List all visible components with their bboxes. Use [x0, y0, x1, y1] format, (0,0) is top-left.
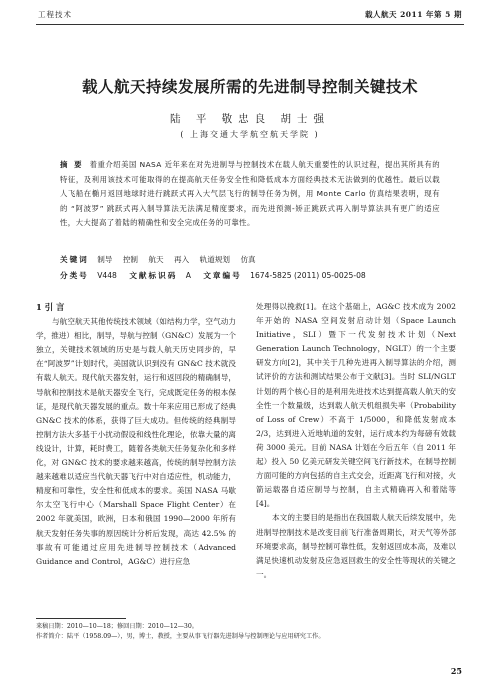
article-no-label: 文章编号 [203, 271, 242, 280]
received-date: 来稿日期：2010—10—18；修回日期：2010—12—30。 [36, 623, 198, 630]
keyword: 控制 [122, 255, 138, 264]
classification [60, 270, 376, 281]
keyword: 再入 [174, 255, 190, 264]
doc-code-label: 文献标识码 [129, 271, 178, 280]
journal-issue: 载人航天 2011 年第 5 期 [364, 10, 462, 19]
affiliation: ( 上海交通大学航空航天学院 ) [180, 130, 320, 139]
class-value: V448 [97, 271, 117, 280]
keyword: 轨道规划 [199, 255, 231, 264]
keywords [60, 254, 264, 265]
abstract [60, 158, 440, 231]
journal-section: 工程技术 [38, 10, 72, 19]
footnote-rule [36, 618, 126, 619]
author-bio: 作者简介：陆平（1958.09—），男，博士，教授，主要从事飞行器先进制导与控制理论与应用研究工作。 [36, 633, 325, 640]
intro-paragraph-3: 本文的主要目的是指出在我国载人航天后续发展中，先进制导控制技术是改变目前飞行准备周期长，对天气等外部环境要求高，制导控制可靠性低，发射返回成本高，及难以满足快速机动发射及应急返回救生的安全性等现状的关键之一。 [256, 513, 456, 579]
intro-paragraph-2: 处理得以挽救[1]。在这个基础上，AG&C 技术成为 2002 年开始的 NASA 空间发射启动计划（Space Launch Initiative，SLI）暨下一代发射技术计划（Next Generation Launch Technology，NGLT）的一个主要研发方向[2]，其中关于几种先进再入制导算法的介绍，测试评价的方法和测试结果公布于文献[3]。当时 SLI/NGLT 计划的两个核心目的是利用先进技术达到提高载人航天的安全性一个数量级，达到载人航天机组损失率（Probability of Loss of Crew）不高于 1/5000，和降低发射成本 2/3，达到进入近地轨道的发射，运行成本约为每磅有效载荷 3000 美元。目前 NASA 计划在今后五年（自 2011 年起）投入 50 亿美元研发关键空间飞行新技术，在制导控制方面可能的方向包括的自主式交会，近距离飞行和对接，火箭运载器自适应制导与控制，自主式精确再入和着陆等[4]。 [256, 302, 456, 509]
abstract-text: 着重介绍美国 NASA 近年来在对先进制导与控制技术在载人航天重要性的认识过程，提出其所具有的特征，及利用该技术可能取得的在提高航天任务安全性和降低成本方面经典技术无法做到的优越性。最后以载人飞船在椭月返回地球时进行跳跃式再入大气层飞行的制导任务为例，用 Monte Carlo 仿真结果表明，现有的 “阿波罗” 跳跃式再入制导算法无法满足精度要求，而先进预测-矫正跳跃式再入制导算法具有更广的适应性，大大提高了着陆的精确性和安全完成任务的可靠性。 [60, 160, 440, 228]
right-column [256, 300, 456, 582]
article-no-value: 1674-5825 (2011) 05-0025-08 [250, 271, 366, 280]
header-rule [36, 24, 464, 25]
abstract-label: 摘 要 [60, 160, 84, 169]
page-number: 25 [450, 666, 462, 676]
class-label: 分类号 [60, 271, 89, 280]
intro-paragraph-1: 与航空航天其他传统技术领域（如结构力学，空气动力学，推进）相比，制导，导航与控制（GN&C）发展为一个独立，关键技术领域的历史是与载人航天历史同步的，早在“阿波罗”计划时代，美国就认识到没有 GN&C 技术就没有载人航天。现代航天器发射，运行和返回段的精确制导，导航和控制技术是航天器安全飞行，完成既定任务的根本保证，是现代航天器发展的重点。数十年来应用已形成了经典 GN&C 技术的体系，获得了巨大成功。但传统的经典制导控制方法大多基于小扰动假设和线性化理论，依靠大量的离线设计，计算，耗时费工，随着各类航天任务复杂化和多样化，对 GN&C 技术的要求越来越高，传统的制导控制方法越来越难以适应当代航天器飞行中对自适应性，机动能力，精度和可靠性，安全性和低成本的要求。美国 NASA 马歇尔太空飞行中心（Marshall Space Flight Center）在 2002 年就美国，欧洲，日本和俄国 1990—2000 年所有航天发射任务失事的原因统计分析后发现，高达 42.5% 的事故有可能通过应用先进制导控制技术（Advanced Guidance and Control，AG&C）进行应急 [36, 317, 236, 566]
authors: 陆 平 敬忠良 胡士强 [169, 113, 330, 125]
keyword: 制导 [97, 255, 113, 264]
section-heading: 1 引 言 [36, 302, 65, 312]
paper-title: 载人航天持续发展所需的先进制导控制关键技术 [81, 78, 418, 96]
left-column [36, 300, 236, 569]
keywords-label: 关键词 [60, 255, 89, 264]
keyword: 仿真 [240, 255, 256, 264]
doc-code-value: A [185, 271, 191, 280]
keyword: 航天 [148, 255, 164, 264]
